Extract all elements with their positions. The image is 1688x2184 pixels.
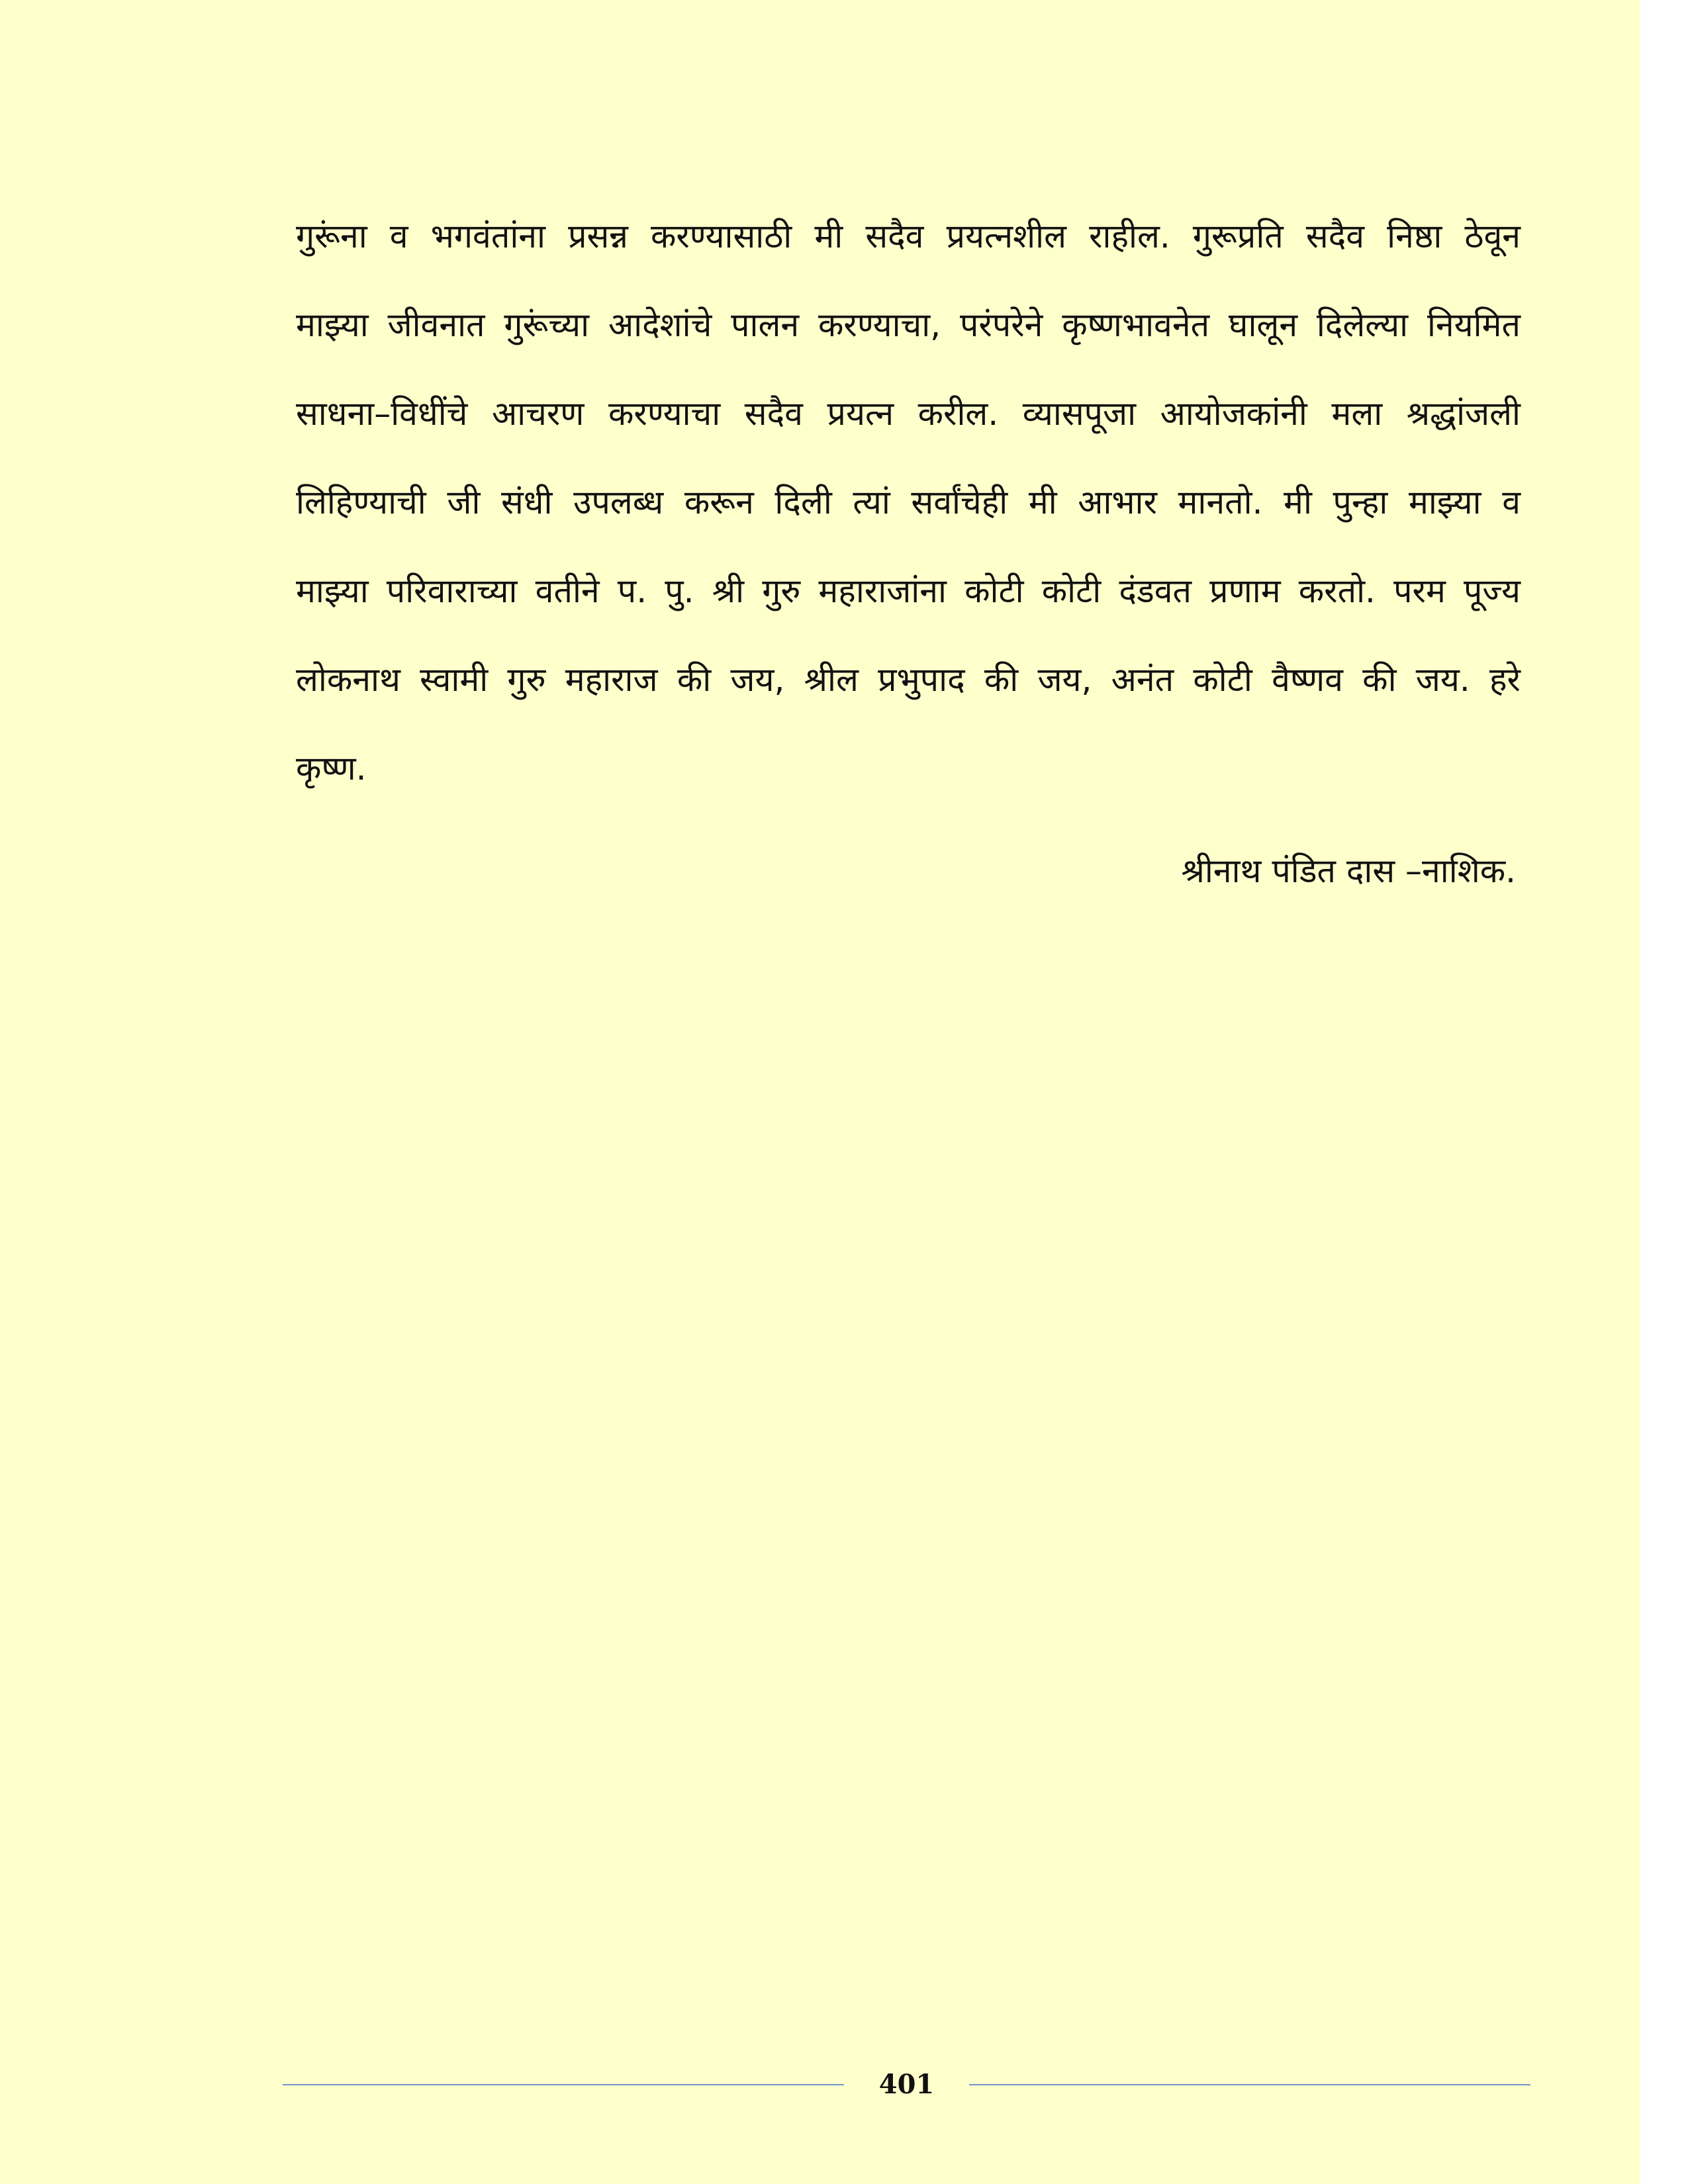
paragraph-line-6: लोकनाथ स्वामी गुरु महाराज की जय, श्रील प्रभुपाद की जय, अनंत कोटी वैष्णव की जय. हरे xyxy=(296,660,1521,699)
footer-rule-right xyxy=(969,2084,1530,2085)
body-paragraph xyxy=(296,192,1521,813)
paragraph-line-1: गुरूंना व भगवंतांना प्रसन्न करण्यासाठी मी सदैव प्रयत्नशील राहील. गुरूप्रति सदैव निष्ठा ठेवून xyxy=(296,217,1521,255)
paragraph-line-7: कृष्ण. xyxy=(296,749,367,788)
page-footer xyxy=(283,2064,1530,2107)
page-number: 401 xyxy=(878,2069,935,2100)
paragraph-line-5: माझ्या परिवाराच्या वतीने प. पु. श्री गुरु महाराजांना कोटी कोटी दंडवत प्रणाम करतो. परम पूज्य xyxy=(296,572,1521,610)
paragraph-line-2: माझ्या जीवनात गुरूंच्या आदेशांचे पालन करण्याचा, परंपरेने कृष्णभावनेत घालून दिलेल्या नियमित xyxy=(296,306,1521,344)
author-signature: श्रीनाथ पंडित दास –नाशिक. xyxy=(1181,852,1516,890)
footer-rule-left xyxy=(283,2084,844,2085)
paragraph-line-3: साधना–विधींचे आचरण करण्याचा सदैव प्रयत्न करील. व्यासपूजा आयोजकांनी मला श्रद्धांजली xyxy=(296,394,1521,433)
paragraph-line-4: लिहिण्याची जी संधी उपलब्ध करून दिली त्यां सर्वांचेही मी आभार मानतो. मी पुन्हा माझ्या व xyxy=(296,483,1521,522)
